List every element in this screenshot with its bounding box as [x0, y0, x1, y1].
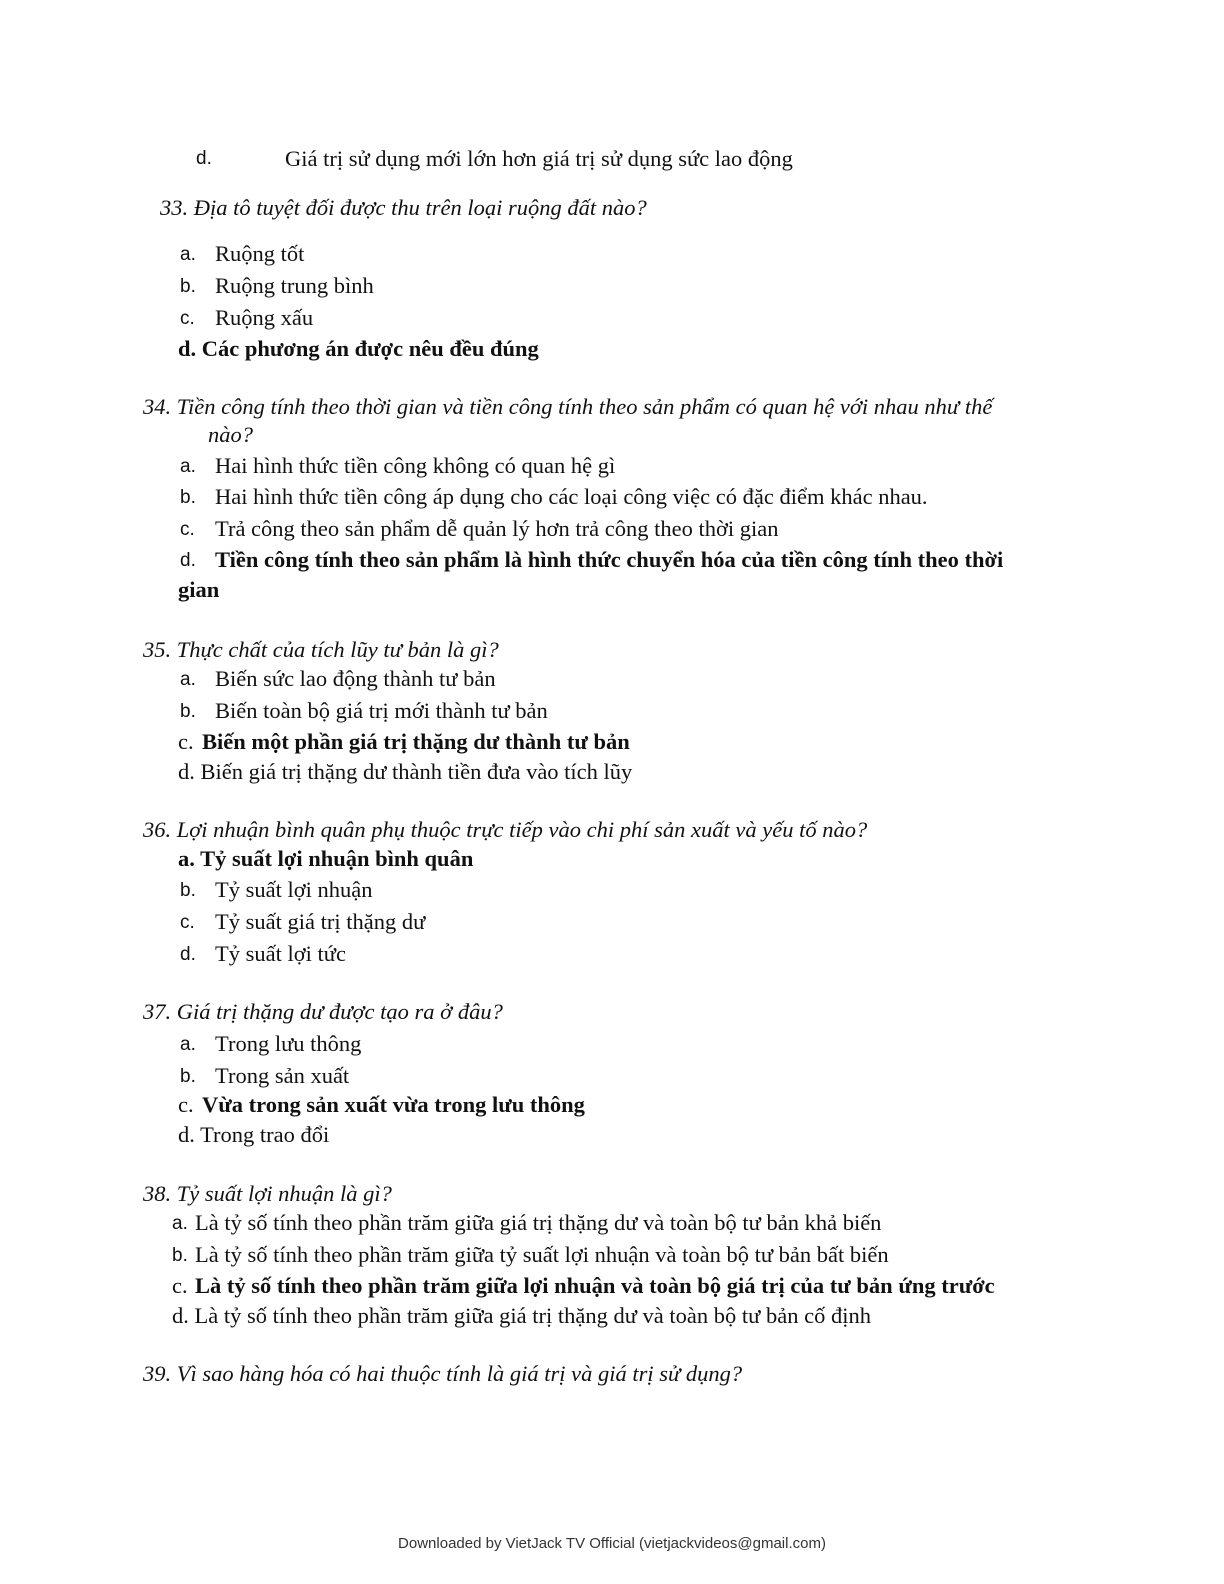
option-b: Hai hình thức tiền công áp dụng cho các loại công việc có đặc điểm khác nhau. [215, 484, 928, 509]
option-a: Hai hình thức tiền công không có quan hệ gì [215, 453, 616, 478]
option-letter: b. [180, 1066, 196, 1087]
option-letter: c. [178, 1092, 194, 1117]
option-letter: c. [180, 912, 195, 933]
option-d: d. Trong trao đổi [178, 1122, 330, 1147]
option-d: d. Là tỷ số tính theo phần trăm giữa giá trị thặng dư và toàn bộ tư bản cố định [172, 1303, 871, 1328]
option-letter: b. [180, 880, 196, 901]
option-b: Trong sản xuất [215, 1063, 350, 1088]
option-d-answer: d. Các phương án được nêu đều đúng [178, 336, 539, 361]
option-c-answer: Vừa trong sản xuất vừa trong lưu thông [202, 1092, 585, 1117]
question-34: 34. Tiền công tính theo thời gian và tiền công tính theo sản phẩm có quan hệ với nhau như thế [143, 394, 993, 419]
option-a: Trong lưu thông [215, 1031, 362, 1056]
option-letter: a. [172, 1213, 188, 1234]
question-36: 36. Lợi nhuận bình quân phụ thuộc trực tiếp vào chi phí sản xuất và yếu tố nào? [143, 817, 868, 842]
option-letter: c. [180, 308, 195, 329]
option-letter: d. [196, 148, 212, 169]
question-39: 39. Vì sao hàng hóa có hai thuộc tính là giá trị và giá trị sử dụng? [143, 1361, 743, 1386]
option-d: Tỷ suất lợi tức [215, 941, 346, 966]
option-b: Ruộng trung bình [215, 273, 374, 298]
option-letter: a. [180, 1034, 196, 1055]
question-35: 35. Thực chất của tích lũy tư bản là gì? [143, 637, 499, 662]
option-letter: b. [180, 487, 196, 508]
option-letter: d. [180, 944, 196, 965]
question-33: 33. Địa tô tuyệt đối được thu trên loại ruộng đất nào? [160, 195, 647, 220]
download-footer: Downloaded by VietJack TV Official (vietjackvideos@gmail.com) [398, 1535, 826, 1552]
option-a-answer: a. Tỷ suất lợi nhuận bình quân [178, 846, 474, 871]
option-d: d. Biến giá trị thặng dư thành tiền đưa vào tích lũy [178, 759, 633, 784]
option-text: Giá trị sử dụng mới lớn hơn giá trị sử dụng sức lao động [285, 146, 793, 171]
option-d-answer: Tiền công tính theo sản phẩm là hình thức chuyển hóa của tiền công tính theo thời [215, 547, 1004, 572]
question-34-cont: nào? [208, 422, 253, 447]
option-c: Ruộng xấu [215, 305, 314, 330]
option-b: Biến toàn bộ giá trị mới thành tư bản [215, 698, 548, 723]
question-38: 38. Tỷ suất lợi nhuận là gì? [143, 1181, 392, 1206]
option-a: Ruộng tốt [215, 241, 305, 266]
question-37: 37. Giá trị thặng dư được tạo ra ở đâu? [143, 999, 503, 1024]
option-c: Trả công theo sản phẩm dễ quản lý hơn trả công theo thời gian [215, 516, 779, 541]
option-c: Tỷ suất giá trị thặng dư [215, 909, 426, 934]
option-a: Là tỷ số tính theo phần trăm giữa giá trị thặng dư và toàn bộ tư bản khả biến [195, 1210, 882, 1235]
option-letter: c. [172, 1273, 188, 1298]
option-letter: c. [178, 729, 194, 754]
option-letter: a. [180, 669, 196, 690]
option-b: Là tỷ số tính theo phần trăm giữa tỷ suất lợi nhuận và toàn bộ tư bản bất biến [195, 1242, 889, 1267]
option-b: Tỷ suất lợi nhuận [215, 877, 373, 902]
option-letter: b. [172, 1245, 188, 1266]
option-c-answer: Là tỷ số tính theo phần trăm giữa lợi nhuận và toàn bộ giá trị của tư bản ứng trước [195, 1273, 995, 1298]
option-letter: a. [180, 456, 196, 477]
option-letter: d. [180, 550, 196, 571]
option-c-answer: Biến một phần giá trị thặng dư thành tư bản [202, 729, 630, 754]
option-letter: a. [180, 244, 196, 265]
option-letter: b. [180, 701, 196, 722]
option-letter: b. [180, 276, 196, 297]
option-a: Biến sức lao động thành tư bản [215, 666, 496, 691]
option-letter: c. [180, 519, 195, 540]
option-d-answer-cont: gian [178, 577, 220, 602]
